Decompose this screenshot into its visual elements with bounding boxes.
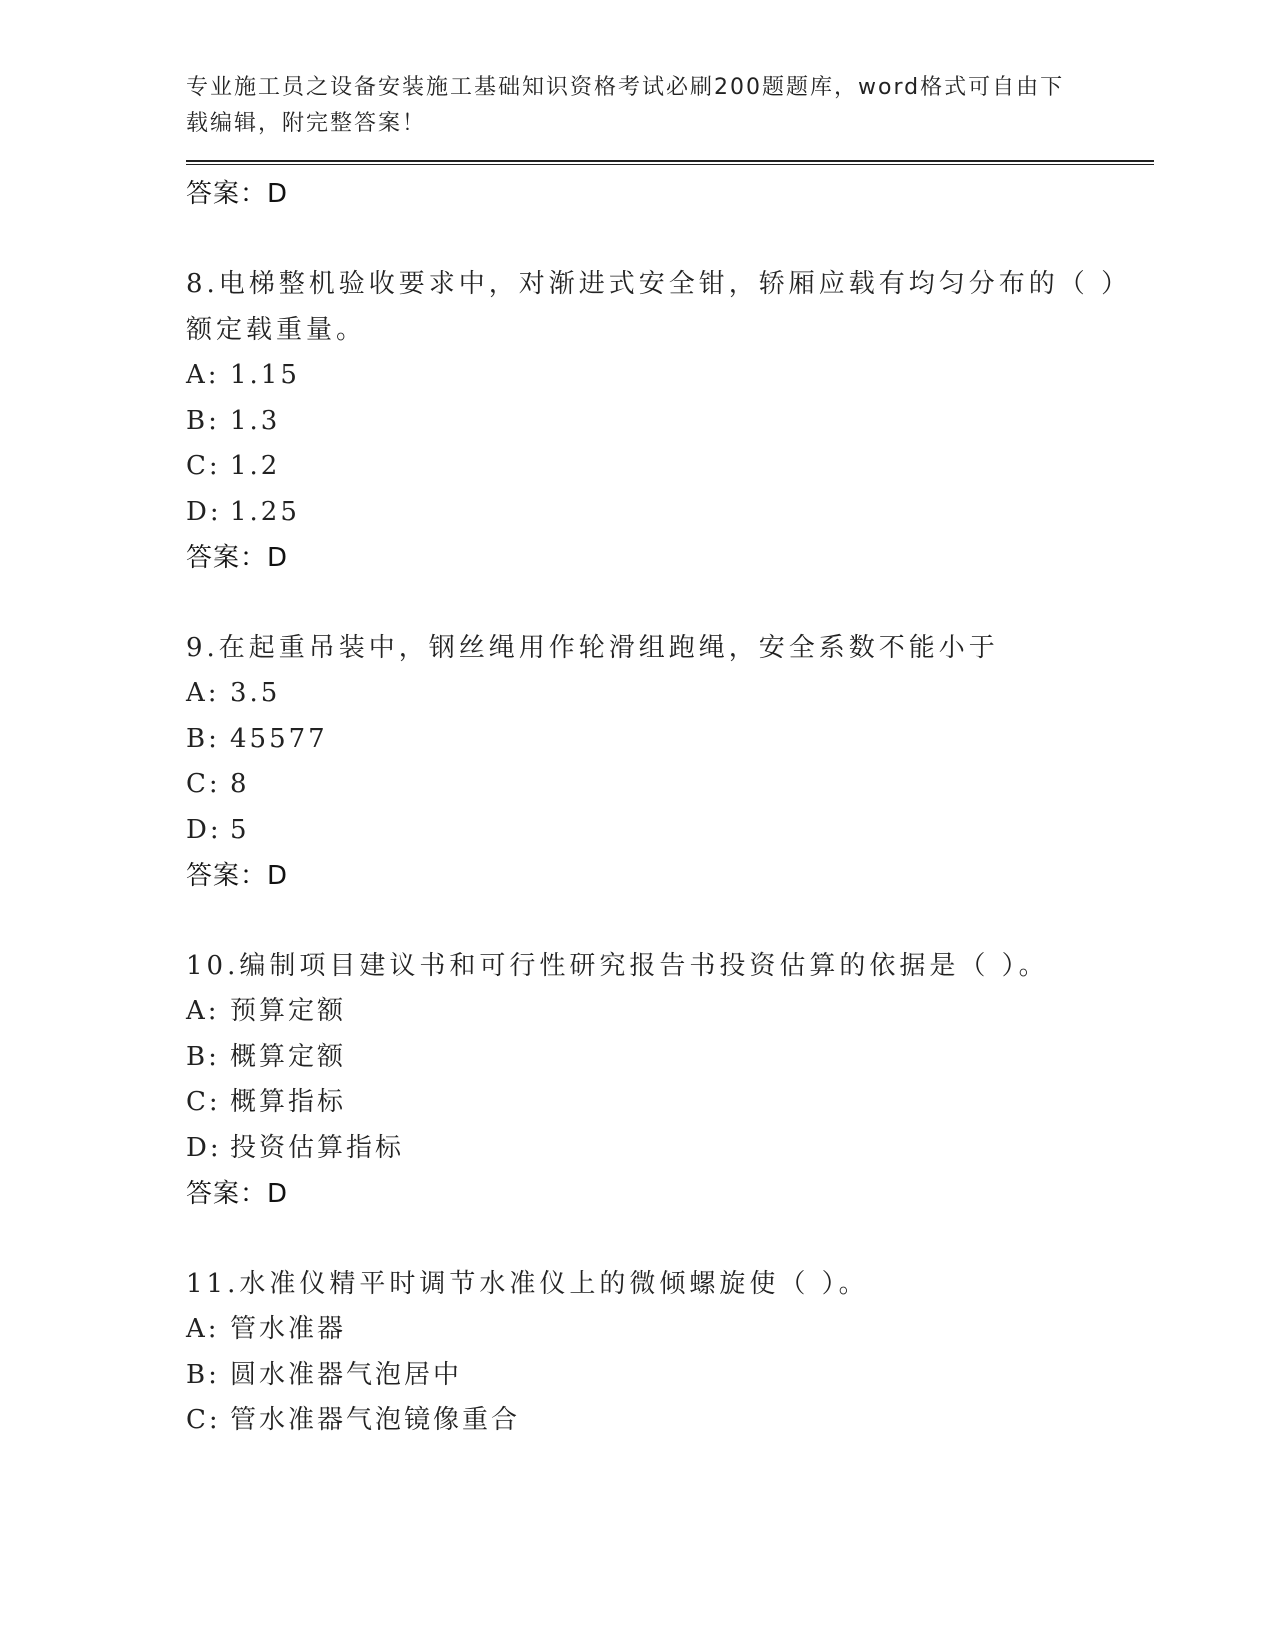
question-block xyxy=(186,261,1154,581)
option-value: 8 xyxy=(230,769,250,799)
option-value: 45577 xyxy=(230,723,328,754)
option-b xyxy=(186,1353,1154,1399)
question-text: 11.水准仪精平时调节水准仪上的微倾螺旋使（ ）。 xyxy=(186,1269,869,1299)
option-key: B: xyxy=(186,405,220,436)
answer-line: 答案：D xyxy=(186,1179,289,1209)
option-c xyxy=(186,1398,1154,1444)
option-value: 预算定额 xyxy=(230,996,347,1026)
option-b xyxy=(186,399,1154,445)
answer-line: 答案：D xyxy=(186,861,289,891)
option-value: 3.5 xyxy=(230,678,281,708)
option-a xyxy=(186,671,1154,717)
question-text: 9.在起重吊装中，钢丝绳用作轮滑组跑绳，安全系数不能小于 xyxy=(186,633,999,663)
option-c xyxy=(186,1080,1154,1126)
option-value: 1.3 xyxy=(230,405,281,436)
question-block xyxy=(186,625,1154,899)
document-page xyxy=(186,70,1154,1444)
question-text: 10.编制项目建议书和可行性研究报告书投资估算的依据是（ ）。 xyxy=(186,951,1049,981)
option-key: C: xyxy=(186,769,221,799)
answer-line: 答案：D xyxy=(186,543,289,573)
option-d xyxy=(186,1126,1154,1172)
option-key: B: xyxy=(186,1041,220,1072)
option-key: A: xyxy=(186,996,220,1026)
option-key: D: xyxy=(186,814,222,845)
question-text: 8.电梯整机验收要求中，对渐进式安全钳，轿厢应载有均匀分布的（ ）额定载重量。 xyxy=(186,269,1132,345)
question-block xyxy=(186,1261,1154,1444)
option-value: 管水准器 xyxy=(230,1314,347,1344)
option-a xyxy=(186,1307,1154,1353)
option-value: 5 xyxy=(230,814,250,845)
option-key: D: xyxy=(186,1132,222,1163)
option-d xyxy=(186,808,1154,854)
option-value: 1.15 xyxy=(230,360,300,390)
option-key: A: xyxy=(186,360,220,390)
option-key: C: xyxy=(186,1405,221,1435)
option-key: A: xyxy=(186,678,220,708)
option-c xyxy=(186,762,1154,808)
option-key: A: xyxy=(186,1314,220,1344)
option-key: B: xyxy=(186,723,220,754)
option-c xyxy=(186,444,1154,490)
option-value: 管水准器气泡镜像重合 xyxy=(230,1405,521,1435)
option-b xyxy=(186,1035,1154,1081)
option-value: 1.25 xyxy=(230,496,300,527)
option-key: C: xyxy=(186,1087,221,1117)
option-b xyxy=(186,717,1154,763)
option-a xyxy=(186,353,1154,399)
option-value: 概算定额 xyxy=(230,1041,347,1072)
option-value: 圆水准器气泡居中 xyxy=(230,1359,463,1390)
option-key: C: xyxy=(186,451,221,481)
option-value: 概算指标 xyxy=(230,1087,347,1117)
option-key: D: xyxy=(186,496,222,527)
answer-line: 答案：D xyxy=(186,179,289,209)
option-value: 投资估算指标 xyxy=(230,1132,405,1163)
option-key: B: xyxy=(186,1359,220,1390)
option-d xyxy=(186,490,1154,536)
header-divider xyxy=(186,160,1154,165)
option-value: 1.2 xyxy=(230,451,281,481)
question-block xyxy=(186,943,1154,1217)
option-a xyxy=(186,989,1154,1035)
document-header: 专业施工员之设备安装施工基础知识资格考试必刷200题题库，word格式可自由下载编辑，附完整答案！ xyxy=(186,75,1065,136)
